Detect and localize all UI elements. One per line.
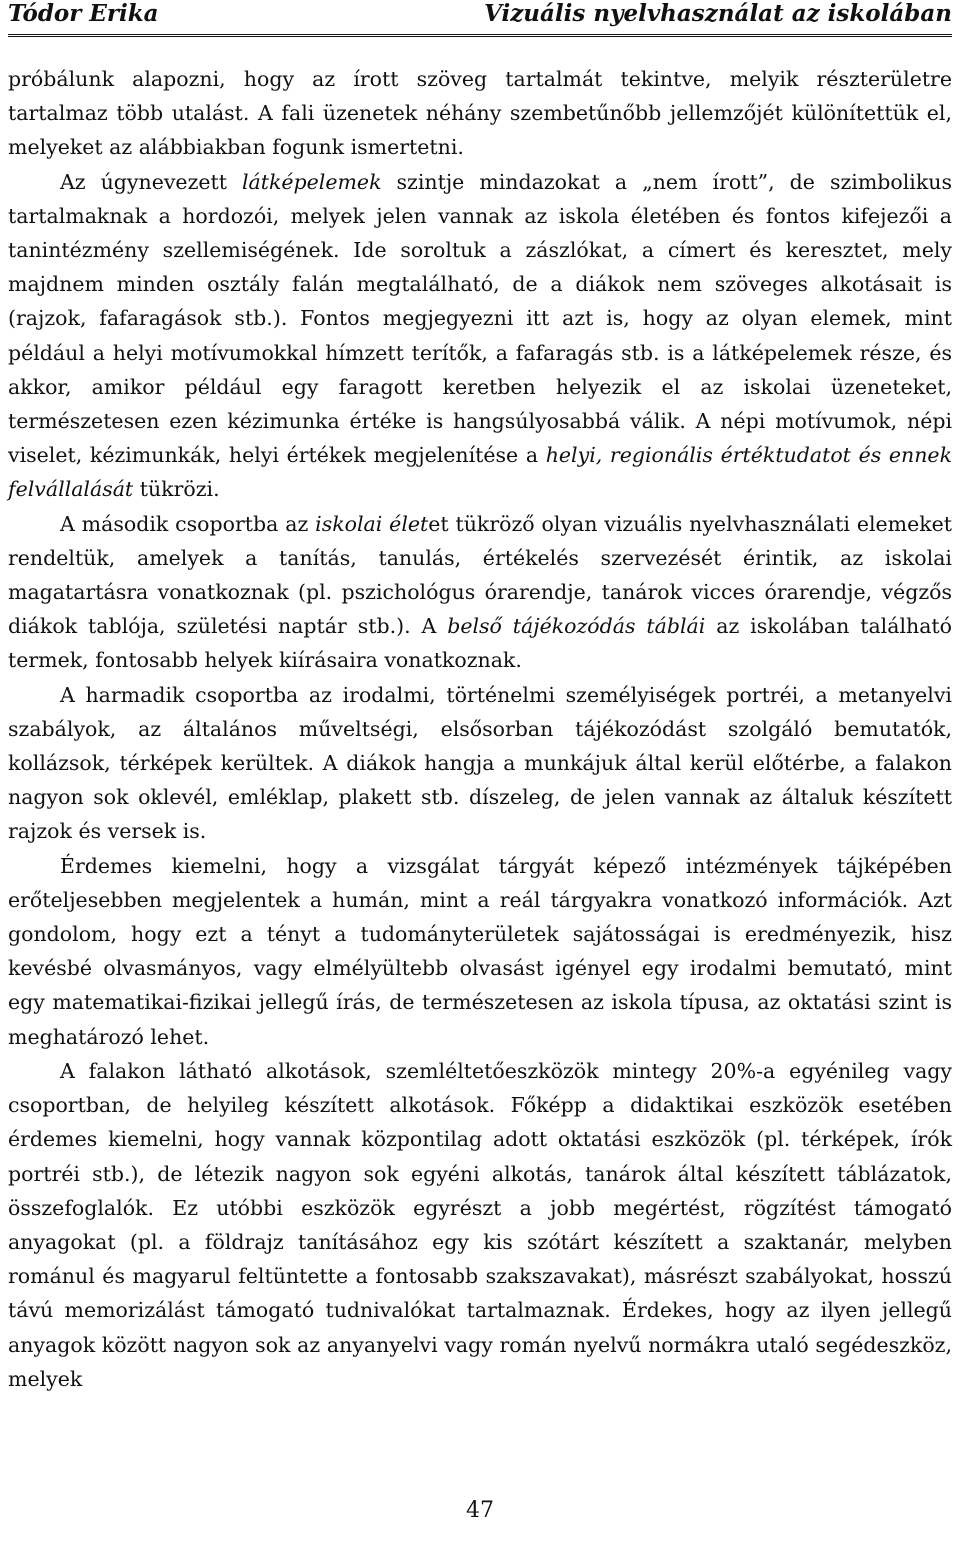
paragraph-iskolai-elet <box>8 507 952 678</box>
text-run: et tükröző olyan vizuális nyelvhasználati elemeket rendeltük, amelyek a tanítás, tanulás, értékelés szervezését érintik, az iskolai magatartásra vonatkoznak (pl. pszichológus órarendje, tanárok vicces órarendje, végzős diákok tablója, születési naptár stb.). A <box>8 511 953 639</box>
text-run: tükrözi. <box>133 477 220 502</box>
text-run: Az úgynevezett <box>60 169 242 194</box>
running-header <box>8 0 952 37</box>
header-title: Vizuális nyelvhasználat az iskolában <box>484 0 952 27</box>
header-author: Tódor Erika <box>8 0 159 27</box>
paragraph-latkepelemek <box>8 165 952 507</box>
paragraph-falakon-alkotasok: A falakon látható alkotások, szemléltetőeszközök mintegy 20%-a egyénileg vagy csoportban, de helyileg készített alkotások. Főképp a didaktikai eszközök esetében érdemes kiemelni, hogy vannak központilag adott oktatási eszközök (pl. térképek, írók portréi stb.), de létezik nagyon sok egyéni alkotás, tanárok által készített táblázatok, összefoglalók. Ez utóbbi eszközök egyrészt a jobb megértést, rögzítést támogató anyagokat (pl. a földrajz tanításához egy kis szótárt készített a szaktanár, melyben románul és magyarul feltüntette a fontosabb szakszavakat), másrészt szabályokat, hosszú távú memorizálást támogató tudnivalókat tartalmaznak. Érdekes, hogy az ilyen jellegű anyagok között nagyon sok az anyanyelvi vagy román nyelvű normákra utaló segédeszköz, melyek <box>8 1058 952 1391</box>
page-number: 47 <box>466 1498 494 1523</box>
text-run: A második csoportba az <box>60 511 316 536</box>
emphasis-term: látképelemek <box>241 169 382 194</box>
emphasis-term: belső tájékozódás táblái <box>447 614 706 639</box>
paragraph-erdemes-kiemelni: Érdemes kiemelni, hogy a vizsgálat tárgyát képező intézmények tájképében erőteljesebben megjelentek a humán, mint a reál tárgyakra vonatkozó információk. Azt gondolom, hogy ezt a tényt a tudományterületek sajátosságai is eredményezik, hisz kevésbé olvasmányos, vagy elmélyültebb olvasást igényel egy irodalmi bemutató, mint egy matematikai-fizikai jellegű írás, de természetesen az iskola típusa, az oktatási szint is meghatározó lehet. <box>8 853 952 1049</box>
emphasis-term: iskolai élet <box>315 511 429 536</box>
paragraph-harmadik-csoport: A harmadik csoportba az irodalmi, történelmi személyiségek portréi, a metanyelvi szabályok, az általános műveltségi, elsősorban tájékozódást szolgáló bemutatók, kollázsok, térképek kerültek. A diákok hangja a munkájuk által kerül előtérbe, a falakon nagyon sok oklevél, emléklap, plakett stb. díszeleg, de jelen vannak az általuk készített rajzok és versek is. <box>8 682 952 844</box>
page-body <box>8 62 952 1396</box>
emphasis-term: helyi, regionális értéktudatot és ennek felvállalását <box>8 443 952 502</box>
text-run: szintje mindazokat a „nem írott”, de szimbolikus tartalmaknak a hordozói, melyek jelen vannak az iskola életében és fontos kifejezői a tanintézmény szellemiségének. Ide soroltuk a zászlókat, a címert és keresztet, mely majdnem minden osztály falán megtalálható, de a diákok nem szöveges alkotásait is (rajzok, fafaragások stb.). Fontos megjegyezni itt azt is, hogy az olyan elemek, mint például a helyi motívumokkal hímzett terítők, a fafaragás stb. is a látképelemek része, és akkor, amikor például egy faragott keretben helyezik el az iskolai üzeneteket, természetesen ezen kézimunka értéke is hangsúlyosabbá válik. A népi motívumok, népi viselet, kézimunkák, helyi értékek megjelenítése a <box>8 169 952 468</box>
text-run: az iskolában található termek, fontosabb helyek kiírásaira vonatkoznak. <box>8 614 952 673</box>
paragraph-continued: próbálunk alapozni, hogy az írott szöveg tartalmát tekintve, melyik részterületre tartalmaz több utalást. A fali üzenetek néhány szembetűnőbb jellemzőjét különítettük el, melyeket az alábbiakban fogunk ismertetni. <box>8 67 952 160</box>
